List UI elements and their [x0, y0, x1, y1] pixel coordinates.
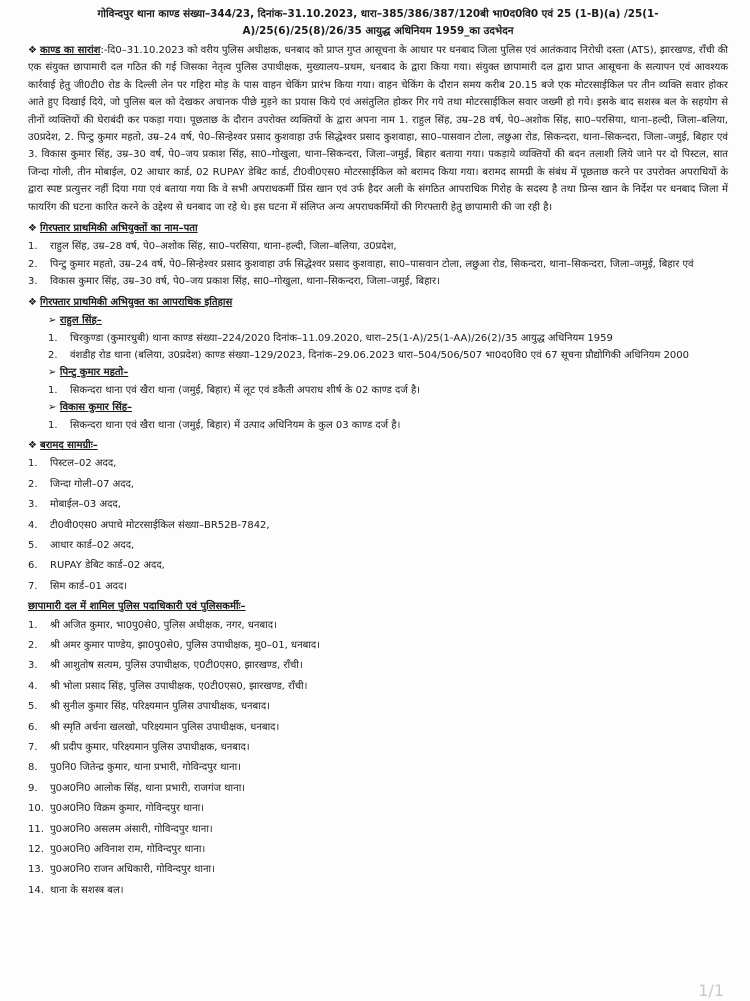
history-person-1: ➢ राहुल सिंह–: [48, 315, 102, 327]
bullet-icon: ❖: [28, 439, 37, 451]
list-item: 1. सिकन्दरा थाना एवं खैरा थाना (जमुई, बिहार) में लूट एवं डकैती अपराध शीर्ष के 02 काण्ड दर्ज है।: [48, 384, 421, 396]
list-item: 1. श्री अजित कुमार, भा0पु0से0, पुलिस अधीक्षक, नगर, धनबाद।: [28, 619, 277, 631]
list-item: 4. श्री भोला प्रसाद सिंह, पुलिस उपाधीक्षक, ए0टी0एस0, झारखण्ड, राँची।: [28, 680, 308, 692]
list-item: 8. पु0नि0 जितेन्द्र कुमार, थाना प्रभारी, गोविन्दपुर थाना।: [28, 762, 241, 774]
team-section-title: छापामारी दल में शामिल पुलिस पदाधिकारी एवं पुलिसकर्मीः–: [28, 601, 246, 613]
arrow-icon: ➢: [48, 402, 60, 414]
list-item: 11. पु0अ0नि0 असलम अंसारी, गोविन्दपुर थाना।: [28, 823, 213, 835]
list-item: 5. आधार कार्ड–02 अदद,: [28, 539, 135, 551]
list-item: 6. श्री स्मृति अर्चना खलखो, परिक्ष्यमान पुलिस उपाधीक्षक, धनबाद।: [28, 721, 280, 733]
history-list-2: [48, 382, 728, 399]
team-list: [28, 617, 728, 900]
bullet-icon: ❖: [28, 45, 37, 56]
list-item: 6. RUPAY डेबिट कार्ड–02 अदद,: [28, 560, 165, 572]
list-item: 5. श्री सुनील कुमार सिंह, परिक्ष्यमान पुलिस उपाधीक्षक, धनबाद।: [28, 701, 270, 713]
recovered-section-title: ❖ बरामद सामग्रीः–: [28, 437, 728, 454]
list-item: 2. वंशडीह रोड थाना (बलिया, उ0प्रदेश) काण्ड संख्या–129/2023, दिनांक–29.06.2023 धारा–504/506/507 भा0द0वि0 एवं 67 सूचना प्रौद्योगिकी अधिनियम 2000: [48, 349, 690, 361]
history-section-title: ❖ गिरफ्तार प्राथमिकी अभियुक्त का आपराधिक इतिहास: [28, 294, 728, 311]
list-item: 1. राहुल सिंह, उम्र–28 वर्ष, पे0–अशोक सिंह, सा0–परसिया, थाना–हल्दी, जिला–बलिया, उ0प्रदेश,: [28, 241, 397, 253]
list-item: 2. श्री अमर कुमार पाण्डेय, झा0पु0से0, पुलिस उपाधीक्षक, मु0–01, धनबाद।: [28, 640, 321, 651]
document-header: [28, 6, 728, 40]
list-item: 13. पु0अ0नि0 राजन अधिकारी, गोविन्दपुर थाना।: [28, 864, 215, 876]
summary-label: काण्ड का सारांश: [40, 45, 101, 56]
arrow-icon: ➢: [48, 367, 60, 379]
list-item: 14. थाना के सशस्त्र बल।: [28, 884, 124, 896]
list-item: 1. चिरकुण्डा (कुमारधुबी) थाना काण्ड संख्या–224/2020 दिनांक–11.09.2020, धारा–25(1-A)/25(1-AA)/26(2)/35 आयुद्ध अधिनियम 1959: [48, 332, 613, 344]
accused-section-title: ❖ गिरफ्तार प्राथमिकी अभियुक्तों का नाम–पता: [28, 220, 728, 237]
case-summary: [28, 42, 728, 216]
list-item: 7. श्री प्रदीप कुमार, परिक्ष्यमान पुलिस उपाधीक्षक, धनबाद।: [28, 742, 250, 754]
header-line-2: A)/25(6)/25(8)/26/35 आयुद्ध अधिनियम 1959_का उदभेदन: [242, 25, 514, 37]
arrow-icon: ➢: [48, 315, 60, 327]
accused-list: [28, 238, 728, 290]
list-item: 9. पु0अ0नि0 आलोक सिंह, थाना प्रभारी, राजगंज थाना।: [28, 782, 246, 794]
bullet-icon: ❖: [28, 223, 37, 235]
bullet-icon: ❖: [28, 296, 37, 308]
list-item: 2. जिन्दा गोली–07 अदद,: [28, 478, 135, 490]
list-item: 3. विकास कुमार सिंह, उम्र–30 वर्ष, पे0–जय प्रकाश सिंह, सा0–गोखुला, थाना–सिकन्दरा, जिला–जमुई, बिहार।: [28, 276, 440, 288]
history-list-3: [48, 417, 728, 434]
header-line-1: गोविन्दपुर थाना काण्ड संख्या–344/23, दिनांक–31.10.2023, धारा–385/386/387/120बी भा0द0वि0 एवं 25 (1-B)(a) /25(1-: [97, 8, 659, 20]
history-person-2: ➢ पिन्टु कुमार महतो–: [48, 367, 129, 379]
list-item: 1. सिकन्दरा थाना एवं खैरा थाना (जमुई, बिहार) में उत्पाद अधिनियम के कुल 03 काण्ड दर्ज है।: [48, 419, 401, 431]
list-item: 2. पिन्टु कुमार महतो, उम्र–24 वर्ष, पे0–सिन्हेश्वर प्रसाद कुशवाहा उर्फ सिद्धेश्वर प्रसाद कुशवाहा, सा0–पासवान टोला, लछुआ रोड, सिकन्दरा, थाना–सिकन्दरा, जिला–जमुई, बिहार एवं: [28, 258, 694, 270]
list-item: 7. सिम कार्ड–01 अदद।: [28, 580, 128, 592]
list-item: 10. पु0अ0नि0 विक्रम कुमार, गोविन्दपुर थाना।: [28, 803, 205, 815]
list-item: 4. टी0वी0एस0 अपाचे मोटरसाईकिल संख्या–BR52B-7842,: [28, 519, 270, 531]
list-item: 3. श्री आशुतोष सत्यम, पुलिस उपाधीक्षक, ए0टी0एस0, झारखण्ड, राँची।: [28, 660, 303, 672]
list-item: 1. पिस्टल–02 अदद,: [28, 458, 117, 470]
history-person-3: ➢ विकास कुमार सिंह–: [48, 402, 133, 414]
page-counter: 1/1: [698, 980, 724, 1000]
list-item: 12. पु0अ0नि0 अविनाश राम, गोविन्दपुर थाना।: [28, 844, 206, 856]
list-item: 3. मोबाईल–03 अदद,: [28, 499, 121, 511]
summary-text: :-दि0–31.10.2023 को वरीय पुलिस अधीक्षक, धनबाद को प्राप्त गुप्त आसूचना के आधार पर धनबाद जिला पुलिस एवं आतंकवाद निरोधी दस्ता (ATS), झारखण्ड, राँची की एक संयुक्त छापामारी दल गठित की गई जिसका नेतृत्व पुलिस उपाधीक्षक, मुख्यालय–प्रथम, धनबाद के द्वारा किया गया। संयुक्त छापामारी दल द्वारा प्राप्त आसूचना के सत्यापन एवं आवश्यक कार्रवाई हेतु जी0टी0 रोड के दिल्ली लेन पर गहिरा मोड़ के पास वाहन चेकिंग प्रारंभ किया गया। वाहन चेकिंग के दौरान समय करीब 20.15 बजे एक मोटरसाईकिल पर तीन व्यक्ति सवार होकर आते हुए दिखाई दिये, जो पुलिस बल को देखकर अचानक पीछे मुड़ने का प्रयास किये एवं असंतुलित होकर गिर गये तथा मोटरसाईकिल सवार जख्मी हो गये। इसके बाद सशस्त्र बल के सहयोग से तीनों व्यक्तियों की घेराबंदी कर पकड़ा गया। पूछताछ के दौरान उपरोक्त व्यक्तियों के द्वारा अपना नाम 1. राहुल सिंह, उम्र–28 वर्ष, पे0–अशोक सिंह, सा0–परसिया, थाना–हल्दी, जिला–बलिया, उ0प्रदेश, 2. पिन्टु कुमार महतो, उम्र–24 वर्ष, पे0–सिन्हेश्वर प्रसाद कुशवाहा उर्फ सिद्धेश्वर प्रसाद कुशवाहा, सा0–पासवान टोला, लछुआ रोड, सिकन्दरा, थाना–सिकन्दरा, जिला–जमुई, बिहार एवं 3. विकास कुमार सिंह, उम्र–30 वर्ष, पे0–जय प्रकाश सिंह, सा0–गोखुला, थाना–सिकन्दरा, जिला–जमुई, बिहार बताया गया। पकड़ाये व्यक्तियों की बदन तलाशी लिये जाने पर दो पिस्टल, सात जिन्दा गोली, तीन मोबाईल, 02 आधार कार्ड, 02 RUPAY डेबिट कार्ड, टी0वी0एस0 मोटरसाईकिल को बरामद किया गया। बरामद सामग्री के संबंध में पूछताछ करने पर उपरोक्त अपराधियों के द्वारा स्पष्ट प्रत्युत्तर नहीं दिया गया एवं बताया गया कि वे सभी अपराधकर्मी प्रिंस खान एवं उर्फ हैदर अली के संगठित आपराधिक गिरोह के सदस्य है तथा प्रिन्स खान के निर्देश पर धनबाद जिला में फायरिंग की घटना कारित करने के उद्देश्य से धनबाद जा रहे थे। इस घटना में संलिप्त अन्य अपराधकर्मियों की गिरफ्तारी हेतु छापामारी की जा रही है।: [28, 45, 728, 213]
recovered-list: [28, 455, 728, 595]
history-list-1: [48, 330, 728, 365]
